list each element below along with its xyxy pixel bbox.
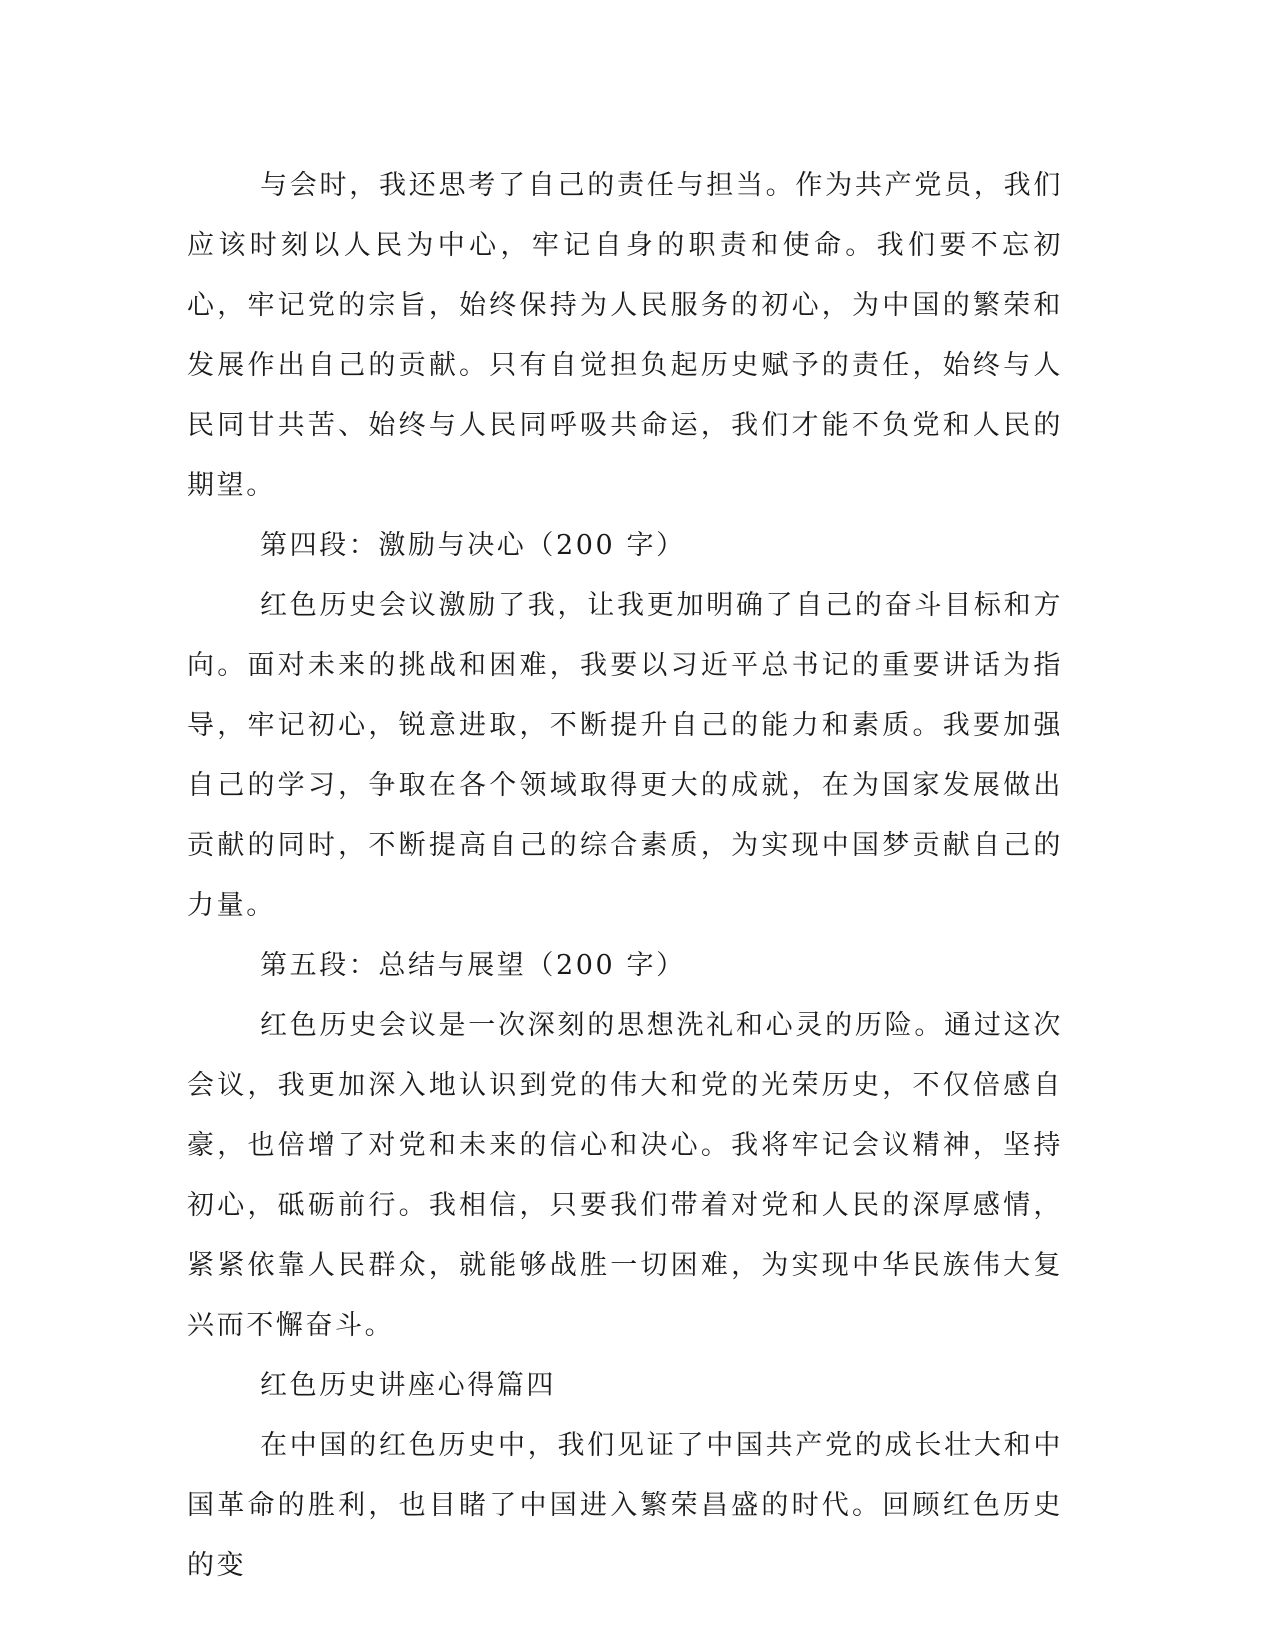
body-paragraph-motivation: 红色历史会议激励了我，让我更加明确了自己的奋斗目标和方向。面对未来的挑战和困难，我要以习近平总书记的重要讲话为指导，牢记初心，锐意进取，不断提升自己的能力和素质。我要加强自己的学习，争取在各个领域取得更大的成就，在为国家发展做出贡献的同时，不断提高自己的综合素质，为实现中国梦贡献自己的力量。 [187,590,1063,921]
body-paragraph-summary: 红色历史会议是一次深刻的思想洗礼和心灵的历险。通过这次会议，我更加深入地认识到党的伟大和党的光荣历史，不仅倍感自豪，也倍增了对党和未来的信心和决心。我将牢记会议精神，坚持初心，砥砺前行。我相信，只要我们带着对党和人民的深厚感情，紧紧依靠人民群众，就能够战胜一切困难，为实现中华民族伟大复兴而不懈奋斗。 [187,1010,1063,1341]
section-heading-four: 第四段：激励与决心（200 字） [260,530,686,561]
body-paragraph-responsibility: 与会时，我还思考了自己的责任与担当。作为共产党员，我们应该时刻以人民为中心，牢记自身的职责和使命。我们要不忘初心，牢记党的宗旨，始终保持为人民服务的初心，为中国的繁荣和发展作出自己的贡献。只有自觉担负起历史赋予的责任，始终与人民同甘共苦、始终与人民同呼吸共命运，我们才能不负党和人民的期望。 [187,170,1063,501]
article-title-part-four: 红色历史讲座心得篇四 [260,1370,556,1401]
document-body [187,156,1063,1596]
section-heading-five: 第五段：总结与展望（200 字） [260,950,686,981]
body-paragraph-history: 在中国的红色历史中，我们见证了中国共产党的成长壮大和中国革命的胜利，也目睹了中国进入繁荣昌盛的时代。回顾红色历史的变 [187,1430,1063,1581]
